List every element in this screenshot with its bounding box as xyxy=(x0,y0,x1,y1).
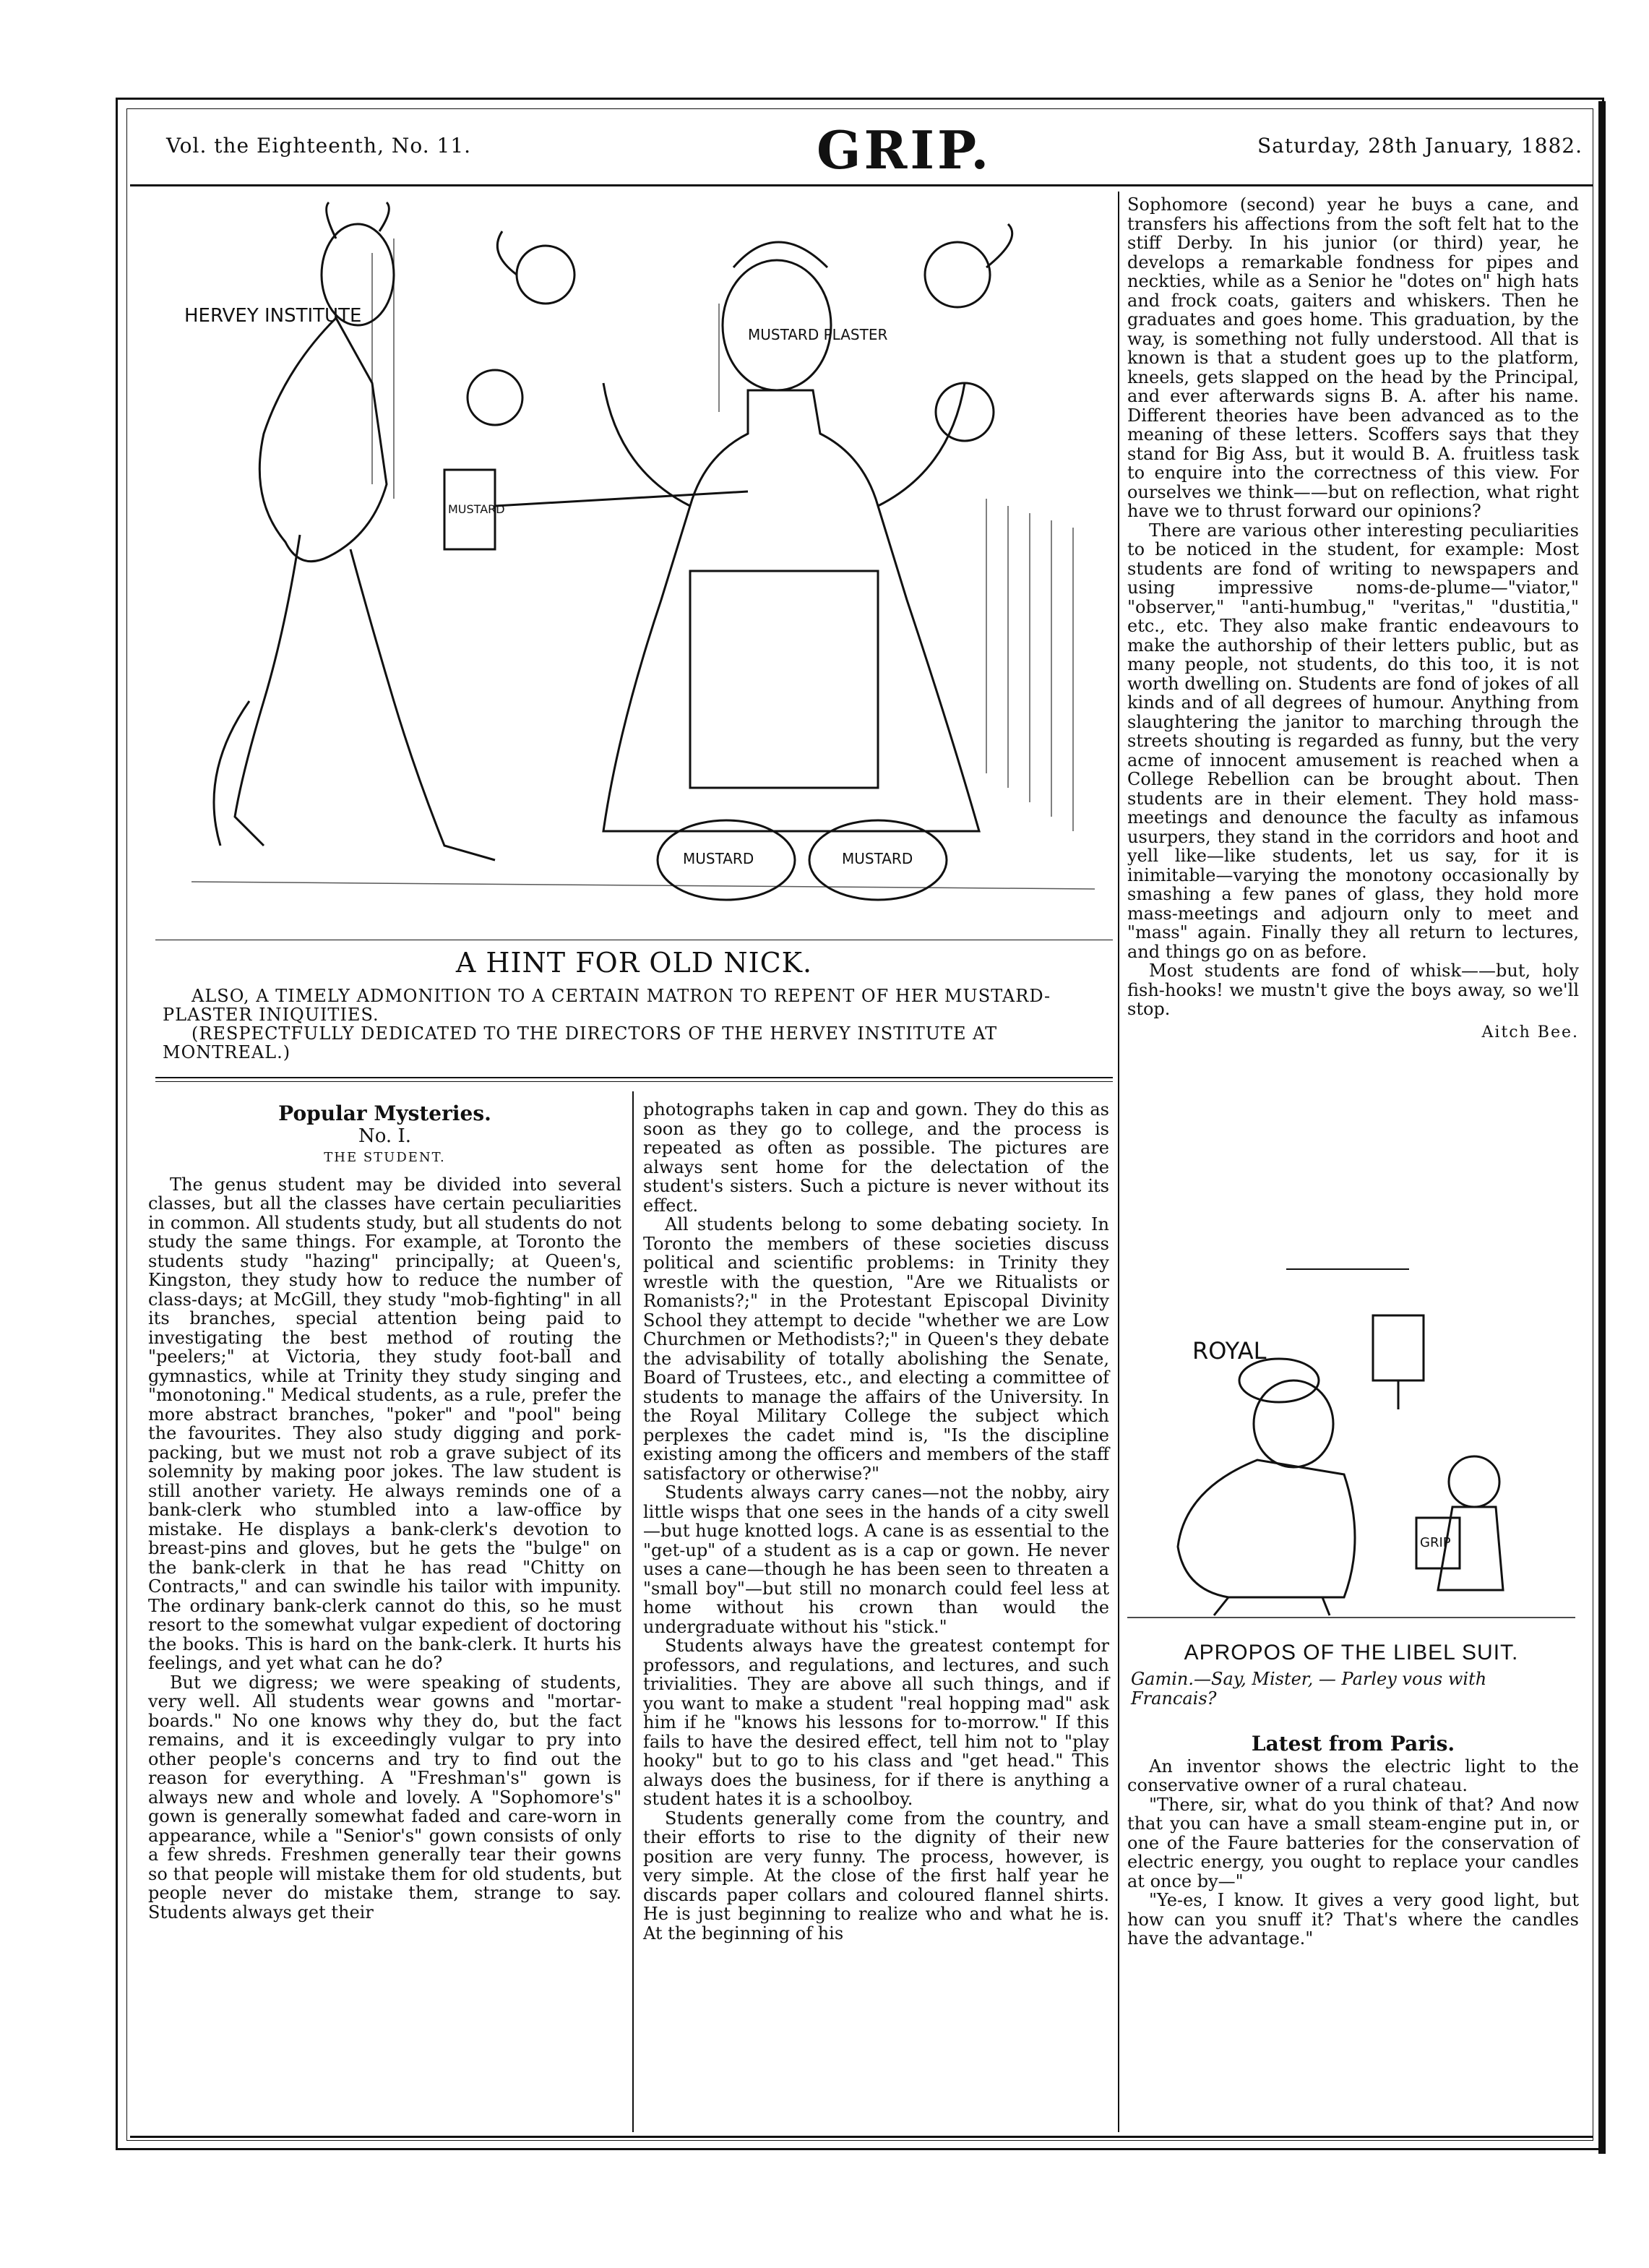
issue-date: Saturday, 28th January, 1882. xyxy=(1257,134,1583,158)
lamp xyxy=(1373,1315,1424,1380)
bottom-rule xyxy=(130,2136,1593,2138)
masthead-rule xyxy=(130,184,1593,186)
cartoon-bottom-rule xyxy=(155,1077,1113,1078)
column-divider-1 xyxy=(632,1091,634,2132)
cartoon-illustration xyxy=(155,195,1113,940)
paris-heading: Latest from Paris. xyxy=(1251,1732,1455,1756)
paris-column xyxy=(1127,1732,1579,1949)
paragraph: "Ye-es, I know. It gives a very good light, but how can you snuff it? That's where the candles have the advantage." xyxy=(1127,1890,1579,1949)
cartoon-title: A HINT FOR OLD NICK. xyxy=(455,947,813,979)
paragraph: All students belong to some debating society. In Toronto the members of these societies discuss political and scientific problems: in Trinity they wrestle with the question, "Are we Ritualists or Romanists?;" in the Protestant Episcopal Divinity School they attempt to decide "whether we are Low Churchmen or Methodists?;" in Queen's they debate the advisability of totally abolishing the Senate, Board of Trustees, etc., and electing a committee of students to manage the affairs of the University. In the Royal Military College the subject which perplexes the cadet mind is, "Is the discipline existing among the officers and members of the staff satisfactory or otherwise?" xyxy=(643,1214,1109,1484)
article-number: No. I. xyxy=(358,1125,411,1147)
article-column-3 xyxy=(1127,195,1579,1042)
volume-number: Vol. the Eighteenth, No. 11. xyxy=(166,134,472,158)
paragraph: The genus student may be divided into several classes, but all the classes have certain peculiarities in common. All students study, but all students do not study the same things. For example, at Toronto the students study "hazing" principally; at Queen's, Kingston, they study how to reduce the number of class-days; at McGill, they study "mob-fighting" in all its branches, special attention being paid to investigating the best method of routing the "peelers;" at Victoria, they study foot-ball and gymnastics, while at Trinity they study singing and "monotoning." Medical students, as a rule, prefer the more abstract branches, "poker" and "pool" being the favourites. They also study digging and pork-packing, but we must not rob a grave subject of its solemnity by making poor jokes. The law student is still another variety. He always reminds one of a bank-clerk who stumbled into a law-office by mistake. He displays a bank-clerk's devotion to breast-pins and gloves, but he gets the "bulge" on the bank-clerk in that he has read "Chitty on Contracts," and can swindle his tailor with impunity. The ordinary bank-clerk cannot do this, so he must resort to the somewhat vulgar expedient of doctoring the books. This is hard on the bank-clerk. It hurts his feelings, and yet what can he do? xyxy=(148,1174,621,1673)
grip-box-label: GRIP xyxy=(1420,1535,1451,1550)
cartoon-subtitle-line1: ALSO, A TIMELY ADMONITION TO A CERTAIN MATRON TO REPENT OF HER MUSTARD-PLASTER INIQUITIES. xyxy=(163,986,1051,1025)
article-column-2 xyxy=(643,1100,1109,1943)
article-column-1 xyxy=(148,1101,621,1923)
cartoon-bottom-rule-2 xyxy=(155,1081,1113,1082)
article-subtitle: THE STUDENT. xyxy=(324,1150,446,1165)
paragraph: Students generally come from the country, and their efforts to rise to the dignity of their new position are very funny. The process, however, is very simple. At the close of the first half year he discards paper collars and coloured flannel shirts. He is just beginning to realize who and what he is. At the beginning of his xyxy=(643,1808,1109,1943)
right-shoe-label: MUSTARD xyxy=(842,850,913,867)
main-cartoon xyxy=(155,195,1113,940)
cartoon-subtitle-line2: (RESPECTFULLY DEDICATED TO THE DIRECTORS OF THE HERVEY INSTITUTE AT MONTREAL.) xyxy=(163,1023,998,1062)
royal-label: ROYAL xyxy=(1192,1337,1267,1365)
cartoon-subtitle xyxy=(163,987,1109,1062)
paragraph: There are various other interesting peculiarities to be noticed in the student, for example: Most students are fond of writing to newspapers and using impressive noms-de-plume—"viator," "observer," "anti-humbug," "veritas," "dustitia," etc., etc. They also make frantic endeavours to make the authorship of their letters public, but as many people, not students, do this too, it is not worth dwelling on. Students are fond of jokes of all kinds and of all degrees of humour. Anything from slaughtering the janitor to marching through the streets shouting is regarded as funny, but the very acme of innocent amusement is reached when a College Rebellion can be brought about. Then students are in their element. They hold mass-meetings and denounce the faculty as infamous usurpers, they stand in the corridors and hoot and yell like—like students, let us say, for it is inimitable—varying the monotony occasionally by smashing a few panes of glass, they hold more mass-meetings and adjourn only to meet and "mass" again. Finally they all return to lectures, and things go on as before. xyxy=(1127,520,1579,962)
libel-cartoon xyxy=(1127,1301,1575,1619)
section-rule xyxy=(1286,1268,1409,1270)
paragraph: An inventor shows the electric light to the conservative owner of a rural chateau. xyxy=(1127,1756,1579,1795)
bowler-hat xyxy=(1239,1359,1319,1402)
paragraph: photographs taken in cap and gown. They do this as soon as they go to college, and the process is repeated as often as possible. The pictures are always sent home for the delectation of the student's sisters. Such a picture is never without its effect. xyxy=(643,1099,1109,1216)
paragraph: "There, sir, what do you think of that? And now that you can have a small steam-engine put in, or one of the Faure batteries for the conservation of electric energy, you ought to replace your candles at once by—" xyxy=(1127,1794,1579,1891)
mask-label: MUSTARD PLASTER xyxy=(748,326,888,343)
paragraph: Most students are fond of whisk——but, holy fish-hooks! we mustn't give the boys away, so we'll stop. xyxy=(1127,961,1579,1019)
libel-cartoon-illustration xyxy=(1127,1301,1575,1619)
column-divider-2 xyxy=(1118,192,1119,2132)
paragraph: Sophomore (second) year he buys a cane, and transfers his affections from the soft felt hat to the stiff Derby. In his junior (or third) year, he develops a remarkable fondness for pipes and neckties, while as a Senior he "dotes on" high hats and frock coats, gaiters and whiskers. Then he graduates and goes home. This graduation, by the way, is something not fully understood. All that is known is that a student goes up to the platform, kneels, gets slapped on the head by the Principal, and ever afterwards signs B. A. after his name. Different theories have been advanced as to the meaning of these letters. Scoffers says that they stand for Big Ass, but it would B. A. fruitless task to enquire into the correctness of this view. For ourselves we think——but on reflection, what right have we to thrust forward our opinions? xyxy=(1127,194,1579,521)
box-label: MUSTARD xyxy=(448,502,505,516)
paragraph: But we digress; we were speaking of students, very well. All students wear gowns and "mortar-boards." No one knows why they do, but the fact remains, and it is exceedingly vulgar to pry into other people's concerns and try to find out the reason for everything. A "Freshman's" gown is always new and whole and lovely. A "Sophomore's" gown is generally somewhat faded and care-worn in appearance, while a "Senior's" gown consists of only a few shreds. Freshmen generally tear their gowns so that people will mistake them for old students, but people never do mistake them, strange to say. Students always get their xyxy=(148,1672,621,1923)
left-shoe-label: MUSTARD xyxy=(683,850,754,867)
libel-cartoon-title: APROPOS OF THE LIBEL SUIT. xyxy=(1184,1641,1519,1665)
masthead xyxy=(145,119,1590,181)
hervey-sign-label: HERVEY INSTITUTE xyxy=(184,305,362,327)
libel-cartoon-caption: Gamin.—Say, Mister, — Parley vous with Francais? xyxy=(1131,1669,1487,1709)
paragraph: Students always carry canes—not the nobby, airy little wisps that one sees in the hands of a city swell—but huge knotted logs. A cane is as essential to the "get-up" of a student as is a cap or gown. He never uses a cane—though he has been seen to threaten a "small boy"—but still no monarch could feel less at home without his crown than would the undergraduate without his "stick." xyxy=(643,1482,1109,1637)
article-signature: Aitch Bee. xyxy=(1481,1023,1579,1041)
article-heading: Popular Mysteries. xyxy=(278,1101,491,1125)
publication-title: GRIP. xyxy=(817,119,992,181)
paragraph: Students always have the greatest contempt for professors, and regulations, and lectures, and such trivialities. They are above all such things, and if you want to make a student "real hopping mad" ask him if he "knows his lessons for to-morrow." If this fails to have the desired effect, tell him not to "play hooky" but to go to his class and "get head." This always does the business, for if there is anything a student hates it is a schoolboy. xyxy=(643,1636,1109,1809)
